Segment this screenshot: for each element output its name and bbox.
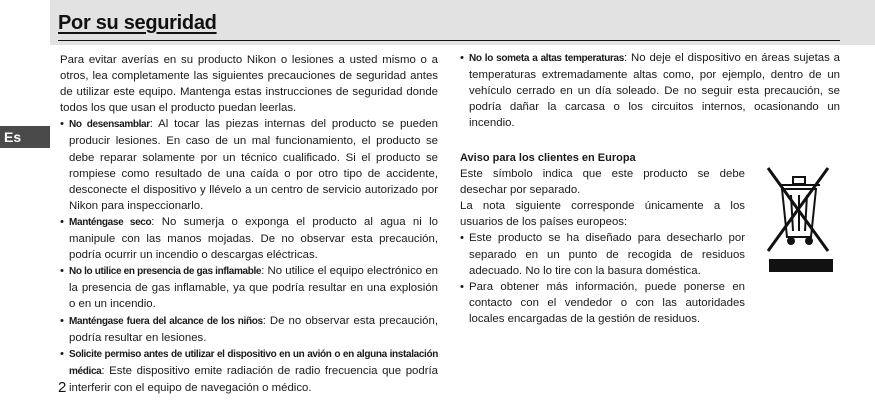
europe-notice (460, 150, 745, 327)
precaution-text: : Al tocar las piezas internas del producto se pueden producir lesiones. En caso de un mal funcionamiento, el producto se debe reparar solamente por un técnico cualificado. Si el producto se rompiese como resultado de una caída o por otro tipo de accidente, desconecte el dispositivo y llévelo a un centro de servicio autorizado por Nikon para inspeccionarlo. (69, 118, 438, 212)
europe-notice-item: • Este producto se ha diseñado para desecharlo por separado en un punto de recogida de residuos adecuado. No lo tire con la basura doméstica. (460, 230, 745, 278)
right-column (460, 50, 840, 131)
precaution-item (60, 313, 438, 346)
precaution-term: No lo someta a altas temperaturas (469, 53, 624, 64)
precaution-text: : No deje el dispositivo en áreas sujetas a temperaturas extremadamente altas como, por ejemplo, dentro de un vehículo cerrado en un día soleado. De no seguir esta precaución, se podría dañar la carcasa o los circuitos internos, ocasionando un incendio. (469, 52, 840, 130)
precaution-term: Solicite permiso antes de utilizar el dispositivo en un avión o en alguna instalación médica (69, 348, 438, 377)
europe-notice-note: La nota siguiente corresponde únicamente a los usuarios de los países europeos: (460, 200, 745, 229)
precaution-item (60, 263, 438, 312)
page-title: Por su seguridad (58, 12, 217, 34)
crossed-out-wheelie-bin-icon (763, 163, 833, 273)
precaution-item (60, 116, 438, 214)
precaution-item (60, 214, 438, 263)
precaution-text: : Este dispositivo emite radiación de radio frecuencia que podría interferir con el equipo de navegación o médico. (69, 364, 438, 394)
precaution-list-continued (460, 50, 840, 131)
intro-paragraph: Para evitar averías en su producto Nikon o lesiones a usted mismo o a otros, lea completamente las siguientes precauciones de seguridad antes de utilizar este equipo. Mantenga estas instrucciones de seguridad donde todos los que usan el producto puedan leerlas. (60, 54, 438, 115)
precaution-text: : No sumerja o exponga el producto al agua ni lo manipule con las manos mojadas. De no observar esta precaución, podría ocurrir un incendio o descargas eléctricas. (69, 215, 438, 262)
precaution-term: Manténgase seco (69, 216, 152, 228)
europe-notice-item: • Para obtener más información, puede ponerse en contacto con el vendedor o con las autoridades locales encargadas de la gestión de residuos. (460, 279, 745, 327)
precaution-term: Manténgase fuera del alcance de los niños (69, 315, 263, 327)
language-tab: Es (0, 126, 50, 148)
precaution-list (60, 116, 438, 396)
precaution-term: No lo utilice en presencia de gas inflamable (69, 266, 262, 278)
europe-notice-intro: Este símbolo indica que este producto se debe desechar por separado. (460, 168, 745, 197)
europe-notice-list (460, 230, 745, 327)
left-column (60, 52, 438, 396)
precaution-text: : No utilice el equipo electrónico en la presencia de gas inflamable, ya que podría resultar en una explosión o en un incendio. (69, 265, 438, 311)
title-underline (58, 40, 840, 41)
precaution-item (460, 50, 840, 131)
page-number: 2 (58, 379, 67, 396)
europe-notice-title: Aviso para los clientes en Europa (460, 152, 636, 164)
precaution-text: : De no observar esta precaución, podría resultar en lesiones. (69, 314, 438, 344)
precaution-term: No desensamblar (69, 119, 150, 131)
precaution-item (60, 346, 438, 396)
